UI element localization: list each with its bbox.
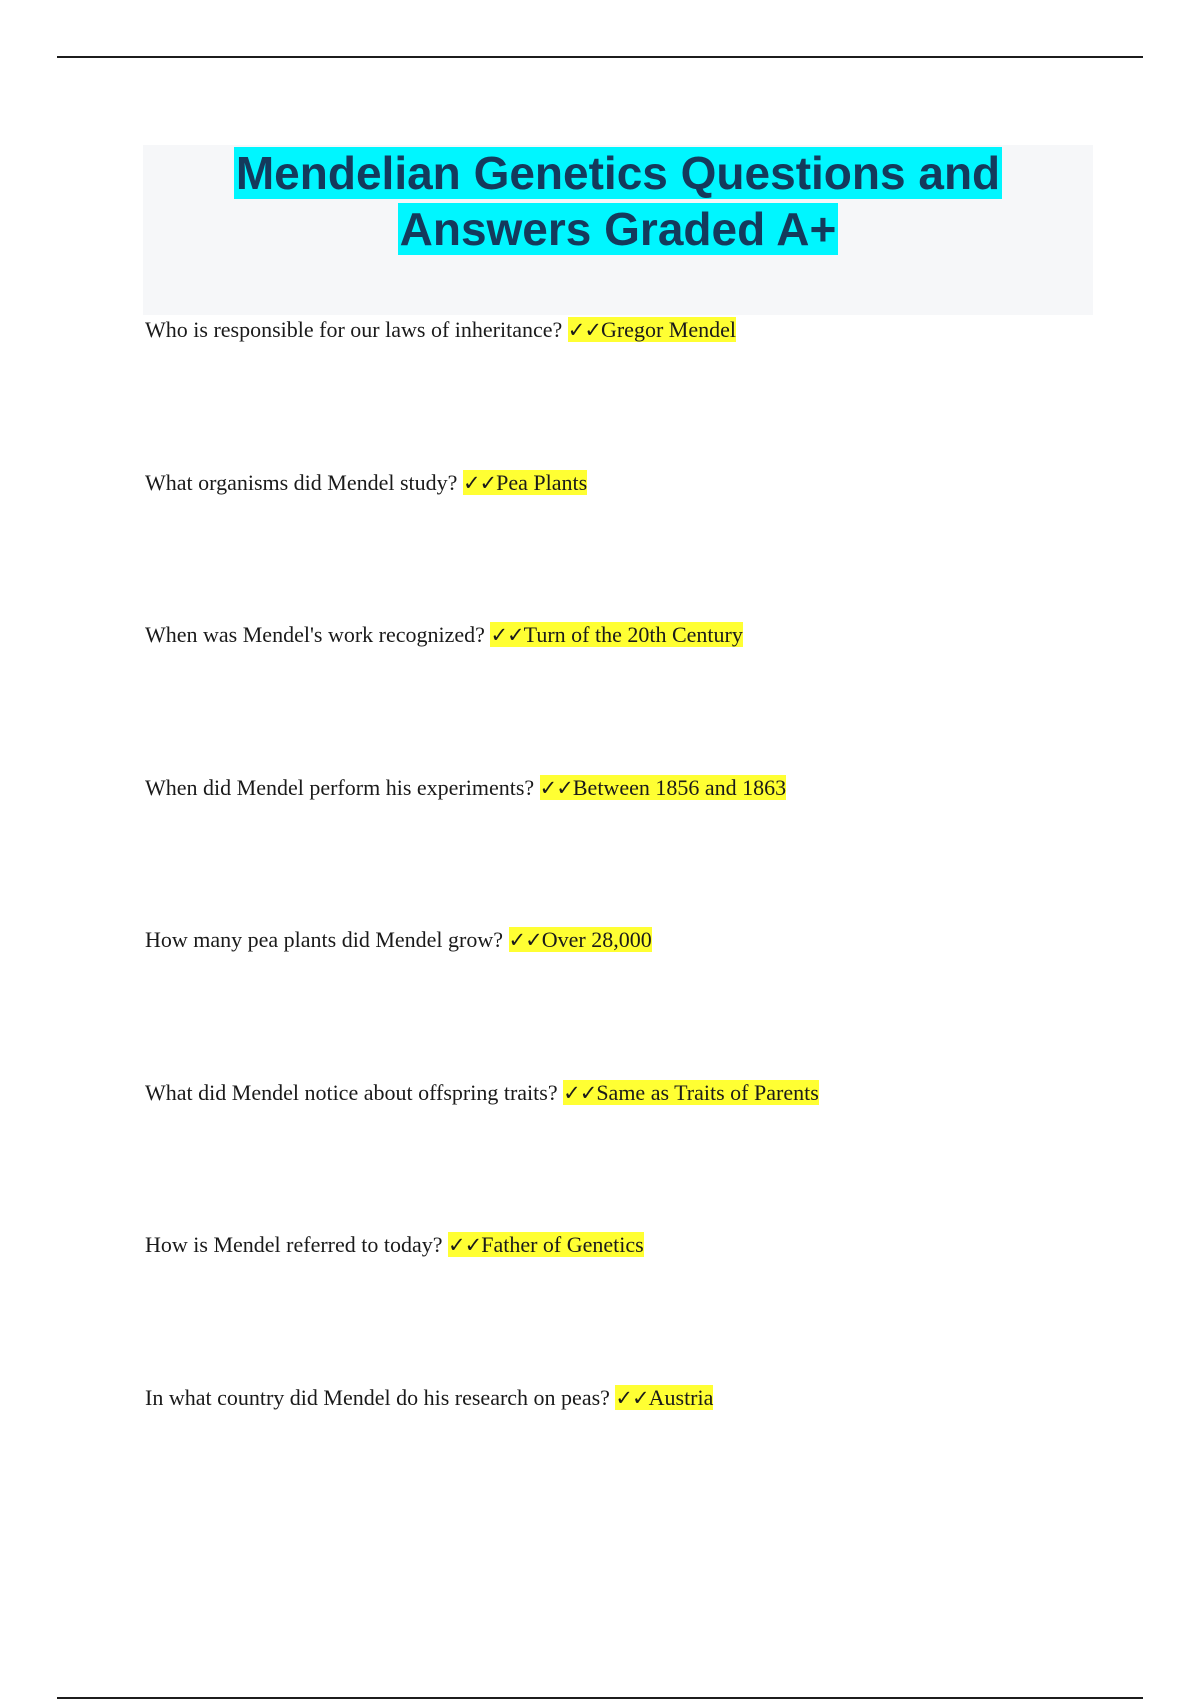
top-rule <box>57 56 1143 58</box>
check-mark-icon: ✓✓ <box>539 775 573 800</box>
answer-highlight <box>615 1385 713 1410</box>
question-text: Who is responsible for our laws of inheritance? <box>145 317 563 342</box>
answer-highlight <box>563 1080 819 1105</box>
qa-item <box>145 1225 1145 1378</box>
title-box <box>143 145 1093 315</box>
page-title-text: Mendelian Genetics Questions and Answers Graded A+ <box>235 147 1001 255</box>
check-mark-icon: ✓✓ <box>490 623 524 647</box>
question-text: What organisms did Mendel study? <box>145 469 458 495</box>
qa-item <box>145 310 1145 463</box>
qa-item <box>145 1073 1145 1226</box>
answer-highlight <box>448 1232 644 1257</box>
qa-list <box>145 310 1145 1530</box>
qa-item <box>145 1378 1145 1531</box>
answer-text: Father of Genetics <box>481 1232 644 1257</box>
answer-highlight <box>568 317 736 342</box>
check-mark-icon: ✓✓ <box>508 928 542 952</box>
question-text: How is Mendel referred to today? <box>145 1232 443 1257</box>
answer-highlight <box>490 622 742 647</box>
answer-text: Pea Plants <box>496 469 588 495</box>
check-mark-icon: ✓✓ <box>448 1233 482 1257</box>
answer-highlight <box>463 470 587 495</box>
answer-highlight <box>540 775 786 800</box>
qa-item <box>145 615 1145 768</box>
qa-item <box>145 463 1145 616</box>
qa-item <box>145 768 1145 921</box>
question-text: How many pea plants did Mendel grow? <box>145 927 504 952</box>
answer-text: Between 1856 and 1863 <box>572 774 787 800</box>
question-text: When was Mendel's work recognized? <box>145 622 485 647</box>
check-mark-icon: ✓✓ <box>567 318 601 342</box>
qa-item <box>145 920 1145 1073</box>
answer-text: Austria <box>648 1384 714 1410</box>
question-text: What did Mendel notice about offspring traits? <box>145 1079 558 1105</box>
question-text: When did Mendel perform his experiments? <box>145 774 535 800</box>
check-mark-icon: ✓✓ <box>462 470 497 495</box>
question-text: In what country did Mendel do his research on peas? <box>145 1384 610 1410</box>
answer-highlight <box>509 927 652 952</box>
answer-text: Over 28,000 <box>541 927 652 952</box>
bottom-rule <box>57 1697 1143 1699</box>
answer-text: Turn of the 20th Century <box>523 622 743 647</box>
check-mark-icon: ✓✓ <box>563 1080 597 1105</box>
answer-text: Same as Traits of Parents <box>596 1079 819 1105</box>
check-mark-icon: ✓✓ <box>615 1385 649 1410</box>
answer-text: Gregor Mendel <box>600 317 736 342</box>
page-title <box>198 145 1038 257</box>
